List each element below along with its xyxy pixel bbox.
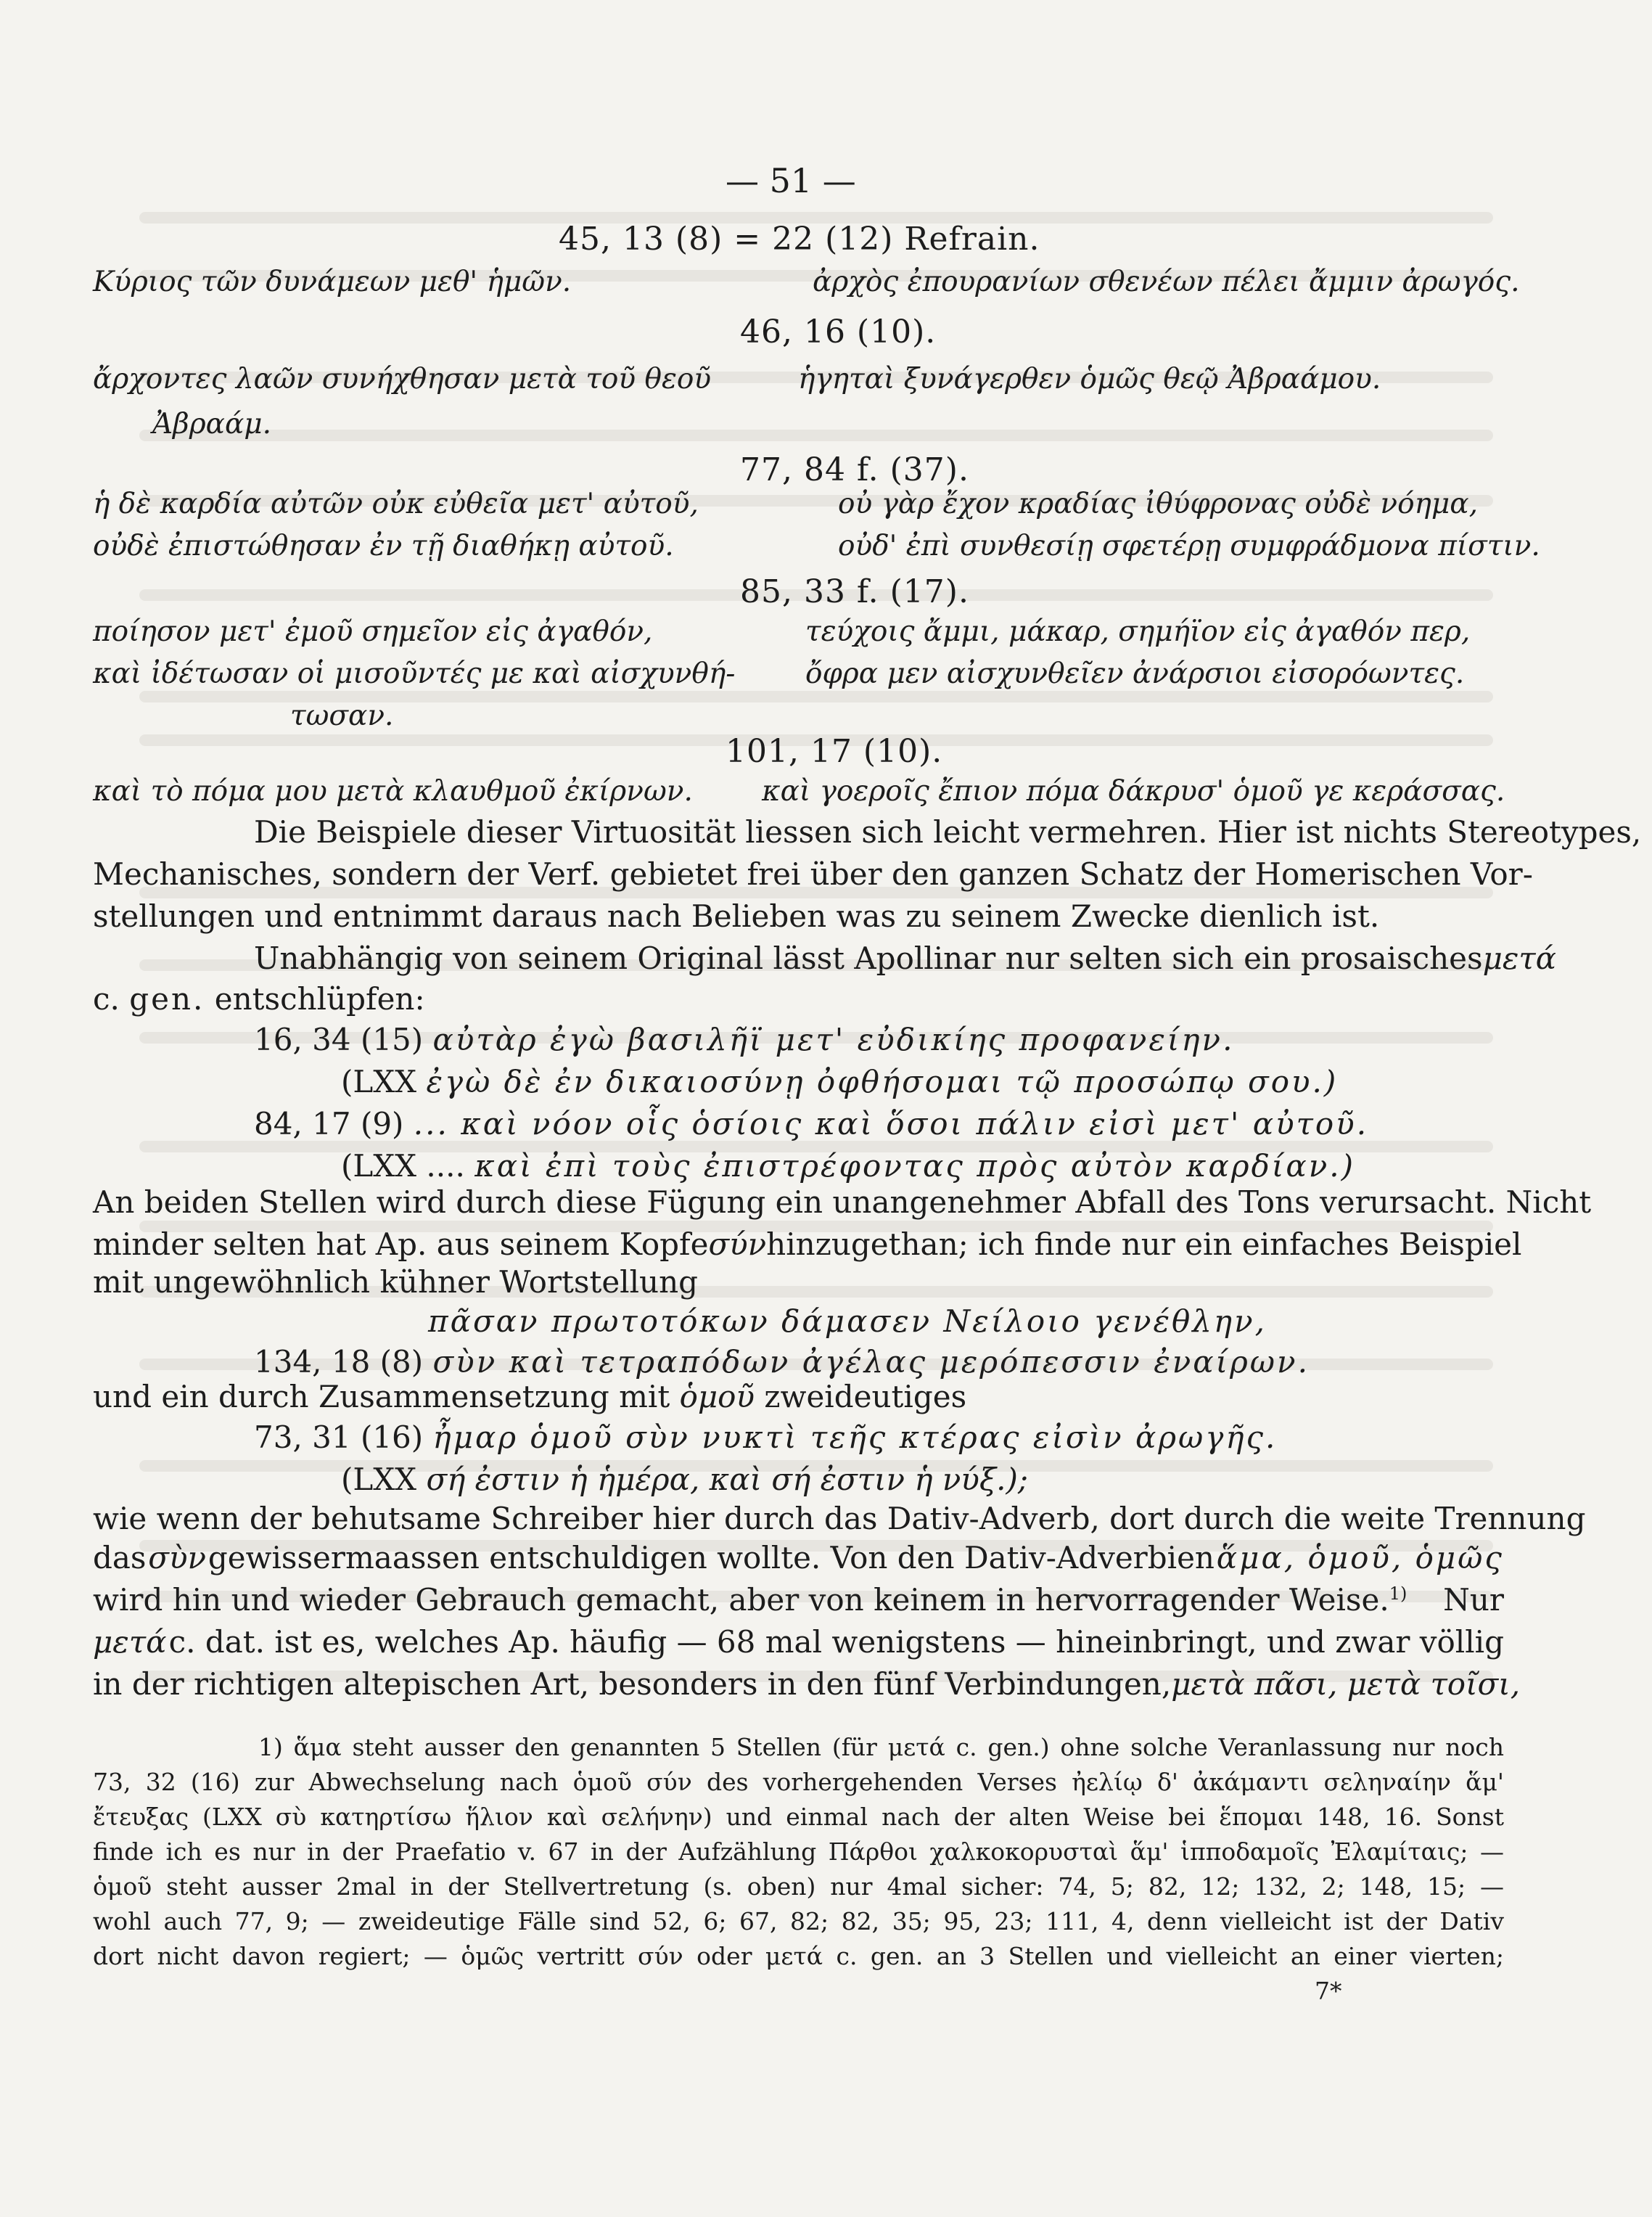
greek-term: μετά bbox=[1482, 941, 1557, 976]
text-run: das bbox=[93, 1540, 147, 1575]
text-run: in der richtigen altepischen Art, besonders in den fünf Verbindungen, bbox=[93, 1666, 1172, 1702]
signature-mark: 7* bbox=[1315, 1977, 1342, 2005]
footnote-line: wohl auch 77, 9; — zweideutige Fälle sind 52, 6; 67, 82; 82, 35; 95, 23; 111, 4, denn vielleicht ist der Dativ bbox=[93, 1907, 1504, 1935]
paragraph-line: wie wenn der behutsame Schreiber hier durch das Dativ-Adverb, dort durch die weite Trennung bbox=[93, 1501, 1586, 1536]
section-heading: 101, 17 (10). bbox=[726, 733, 943, 770]
apollinaris-verse: ἀρχὸς ἐπουρανίων σθενέων πέλει ἄμμιν ἀρωγός. bbox=[813, 266, 1520, 298]
greek-quote: καὶ ἐπὶ τοὺς ἐπιστρέφοντας πρὸς αὐτὸν καρδίαν.) bbox=[474, 1148, 1355, 1184]
spaced-term: gen. bbox=[129, 981, 205, 1017]
greek-term: σὺν bbox=[148, 1540, 207, 1575]
page-number: — 51 — bbox=[726, 161, 856, 200]
paragraph-line: mit ungewöhnlich kühner Wortstellung bbox=[93, 1264, 699, 1300]
greek-quote: ἐγὼ δὲ ἐν δικαιοσύνῃ ὀφθήσομαι τῷ προσώπῳ σου.) bbox=[426, 1064, 1339, 1099]
apollinaris-verse: οὐδ' ἐπὶ συνθεσίῃ σφετέρῃ συμφράδμονα πίστιν. bbox=[838, 530, 1540, 562]
footnote-line: ὁμοῦ steht ausser 2mal in der Stellvertretung (s. oben) nur 4mal sicher: 74, 5; 82, 12; 132, 2; 148, 15; — bbox=[93, 1872, 1504, 1901]
lxx-verse-continuation: τωσαν. bbox=[290, 700, 394, 732]
paragraph-line: Mechanisches, sondern der Verf. gebietet frei über den ganzen Schatz der Homerischen Vor- bbox=[93, 856, 1533, 892]
footnote-line: finde ich es nur in der Praefatio v. 67 in der Aufzählung Πάρθοι χαλκοκορυσταὶ ἅμ' ἱπποδαμοῖς Ἐλαμίταις; — bbox=[93, 1837, 1504, 1866]
greek-quote: πᾶσαν πρωτοτόκων δάμασεν Νείλοιο γενέθλην, bbox=[428, 1303, 1267, 1339]
lxx-label: (LXX bbox=[341, 1462, 417, 1497]
greek-quote: ... καὶ νόον οἷς ὁσίοις καὶ ὅσοι πάλιν εἰσὶ μετ' αὐτοῦ. bbox=[413, 1106, 1369, 1142]
footnote-line: ἔτευξας (LXX σὺ κατηρτίσω ἥλιον καὶ σελήνην) und einmal nach der alten Weise bei ἕπομαι 148, 16. Sonst bbox=[93, 1803, 1504, 1831]
greek-term: μετὰ πᾶσι, μετὰ τοῖσι, bbox=[1171, 1666, 1521, 1702]
paragraph-line bbox=[93, 1624, 1504, 1660]
text-run: c. bbox=[93, 981, 120, 1017]
text-run: und ein durch Zusammensetzung mit bbox=[93, 1379, 670, 1414]
greek-term: σύν bbox=[708, 1226, 767, 1262]
example-line bbox=[254, 1106, 1368, 1142]
text-run: Unabhängig von seinem Original lässt Apollinar nur selten sich ein prosaisches bbox=[254, 941, 1483, 976]
verse-reference: 84, 17 (9) bbox=[254, 1106, 404, 1142]
lxx-verse-continuation: Ἀβραάμ. bbox=[152, 408, 272, 440]
example-line bbox=[341, 1462, 1028, 1497]
section-heading: 45, 13 (8) = 22 (12) Refrain. bbox=[559, 221, 1040, 258]
paragraph-line bbox=[93, 1582, 1504, 1618]
section-heading: 77, 84 f. (37). bbox=[740, 451, 969, 488]
paragraph-line bbox=[93, 1379, 966, 1414]
verse-reference: 73, 31 (16) bbox=[254, 1419, 424, 1455]
text-run: entschlüpfen: bbox=[214, 981, 425, 1017]
verse-reference: 134, 18 (8) bbox=[254, 1344, 424, 1380]
paragraph-line bbox=[93, 981, 425, 1017]
paragraph-line: An beiden Stellen wird durch diese Fügung ein unangenehmer Abfall des Tons verursacht. Nicht bbox=[93, 1184, 1592, 1220]
text-run: c. dat. ist es, welches Ap. häufig — 68 mal wenigstens — hineinbringt, und zwar völlig bbox=[168, 1624, 1504, 1660]
text-run: wird hin und wieder Gebrauch gemacht, aber von keinem in hervorragender Weise. bbox=[93, 1582, 1389, 1618]
lxx-label: (LXX .... bbox=[341, 1148, 465, 1184]
example-line bbox=[254, 1022, 1234, 1057]
paragraph-line bbox=[93, 1540, 1504, 1575]
lxx-label: (LXX bbox=[341, 1064, 417, 1099]
paragraph-line bbox=[93, 1666, 1521, 1702]
lxx-verse: ἄρχοντες λαῶν συνήχθησαν μετὰ τοῦ θεοῦ bbox=[93, 363, 712, 396]
lxx-verse: Κύριος τῶν δυνάμεων μεθ' ἡμῶν. bbox=[93, 266, 572, 298]
text-run: minder selten hat Ap. aus seinem Kopfe bbox=[93, 1226, 709, 1262]
example-line bbox=[341, 1148, 1355, 1184]
paragraph-line bbox=[93, 1226, 1522, 1262]
apollinaris-verse: τεύχοις ἄμμι, μάκαρ, σημήϊον εἰς ἀγαθόν περ, bbox=[805, 615, 1471, 648]
lxx-verse: καὶ τὸ πόμα μου μετὰ κλαυθμοῦ ἐκίρνων. bbox=[93, 775, 693, 808]
apollinaris-verse: οὐ γὰρ ἔχον κραδίας ἰθύφρονας οὐδὲ νόημα, bbox=[838, 488, 1478, 520]
verse-reference: 16, 34 (15) bbox=[254, 1022, 424, 1057]
lxx-verse: καὶ ἰδέτωσαν οἱ μισοῦντές με καὶ αἰσχυνθή- bbox=[93, 657, 736, 690]
greek-term: ἅμα, ὁμοῦ, ὁμῶς bbox=[1216, 1540, 1504, 1575]
example-line bbox=[254, 1344, 1310, 1380]
footnote-line: 73, 32 (16) zur Abwechselung nach ὁμοῦ σύν des vorhergehenden Verses ἠελίῳ δ' ἀκάμαντι σεληναίην ἅμ' bbox=[93, 1768, 1504, 1796]
apollinaris-verse: ἡγηταὶ ξυνάγερθεν ὁμῶς θεῷ Ἀβραάμου. bbox=[798, 363, 1381, 396]
text-run: hinzugethan; ich finde nur ein einfaches Beispiel bbox=[766, 1226, 1522, 1262]
apollinaris-verse: καὶ γοεροῖς ἔπιον πόμα δάκρυσ' ὁμοῦ γε κεράσσας. bbox=[762, 775, 1505, 808]
greek-term: ὁμοῦ bbox=[679, 1379, 755, 1414]
paragraph-line: Die Beispiele dieser Virtuosität liessen sich leicht vermehren. Hier ist nichts Stereotypes, bbox=[254, 814, 1642, 850]
greek-quote: αὐτὰρ ἐγὼ βασιλῆϊ μετ' εὐδικίης προφανείην. bbox=[432, 1022, 1235, 1057]
text-run: zweideutiges bbox=[764, 1379, 967, 1414]
section-heading: 46, 16 (10). bbox=[740, 314, 937, 351]
text-run: gewissermaassen entschuldigen wollte. Von den Dativ-Adverbien bbox=[207, 1540, 1215, 1575]
footnote-line: 1) ἅμα steht ausser den genannten 5 Stellen (für μετά c. gen.) ohne solche Veranlassung nur noch bbox=[258, 1733, 1504, 1761]
lxx-verse: ποίησον μετ' ἐμοῦ σημεῖον εἰς ἀγαθόν, bbox=[93, 615, 653, 648]
apollinaris-verse: ὄφρα μεν αἰσχυνθεῖεν ἀνάρσιοι εἰσορόωντες. bbox=[805, 657, 1465, 690]
example-line bbox=[254, 1419, 1277, 1455]
greek-quote: σὺν καὶ τετραπόδων ἀγέλας μερόπεσσιν ἐναίρων. bbox=[432, 1344, 1310, 1380]
paragraph-line: stellungen und entnimmt daraus nach Belieben was zu seinem Zwecke dienlich ist. bbox=[93, 898, 1380, 934]
example-line bbox=[428, 1303, 1267, 1339]
lxx-verse: ἡ δὲ καρδία αὐτῶν οὐκ εὐθεῖα μετ' αὐτοῦ, bbox=[93, 488, 699, 520]
lxx-verse: οὐδὲ ἐπιστώθησαν ἐν τῇ διαθήκῃ αὐτοῦ. bbox=[93, 530, 674, 562]
text-run bbox=[93, 1582, 1407, 1618]
section-heading: 85, 33 f. (17). bbox=[740, 573, 969, 610]
paragraph-line bbox=[254, 941, 1557, 976]
example-line bbox=[341, 1064, 1338, 1099]
footnote-line: dort nicht davon regiert; — ὁμῶς vertritt σύν oder μετά c. gen. an 3 Stellen und vielleicht an einer vierten; bbox=[93, 1942, 1504, 1970]
footnote-marker: 1) bbox=[1389, 1583, 1408, 1604]
greek-quote: σή ἐστιν ἡ ἡμέρα, καὶ σή ἐστιν ἡ νύξ.); bbox=[426, 1462, 1028, 1497]
text-run: Nur bbox=[1443, 1582, 1504, 1618]
greek-quote: ἦμαρ ὁμοῦ σὺν νυκτὶ τεῆς κτέρας εἰσὶν ἀρωγῆς. bbox=[432, 1419, 1278, 1455]
greek-term: μετά bbox=[93, 1624, 167, 1660]
